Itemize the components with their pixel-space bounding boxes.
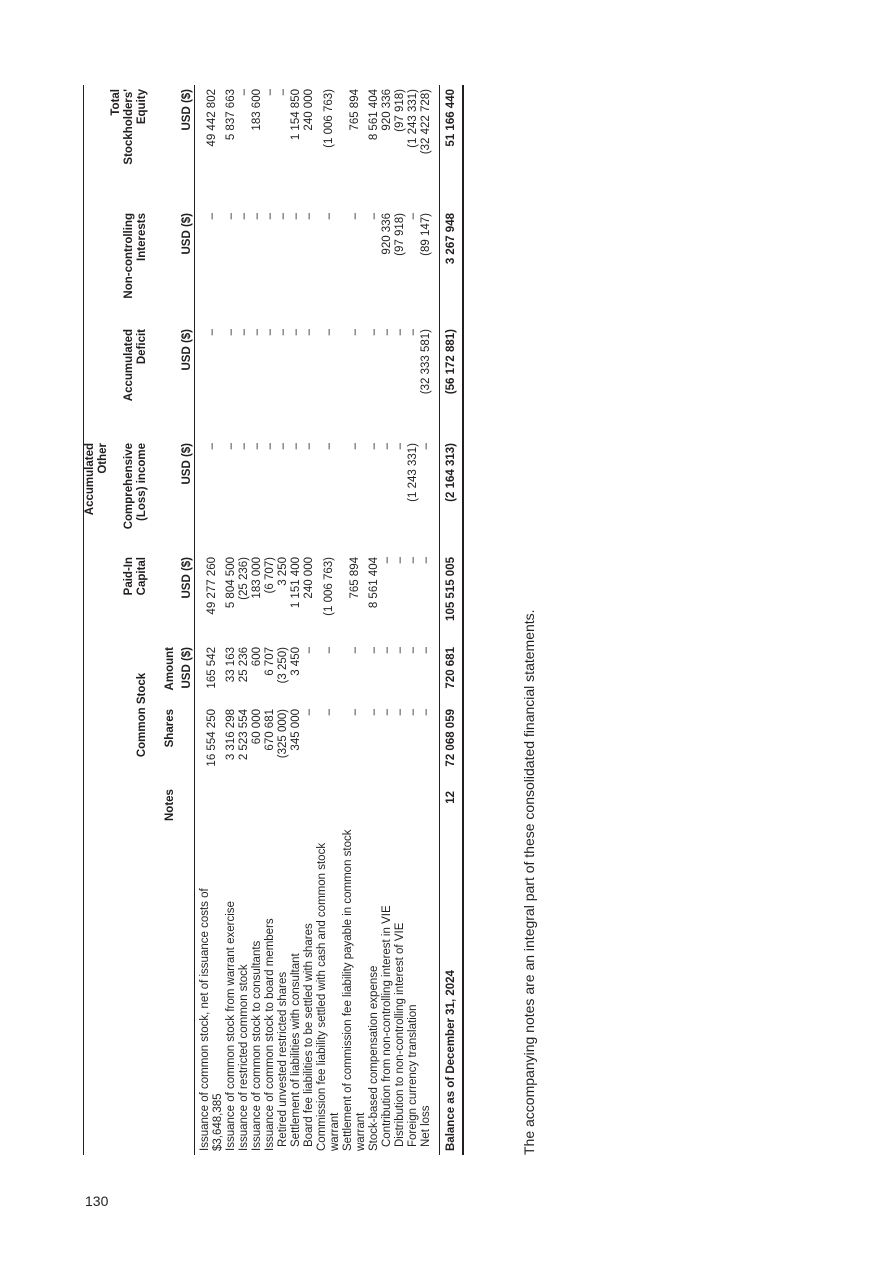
cell-aoci: (1 243 331) (407, 443, 419, 502)
cell-aoci: – (394, 443, 406, 450)
currency-amount: USD ($) (181, 643, 195, 705)
rotated-statement (83, 85, 603, 1155)
cell-amount: – (368, 647, 380, 654)
cell-deficit: – (264, 329, 276, 336)
cell-aoci: – (251, 443, 263, 450)
accumulated-deficit-header: Accumulated Deficit (123, 329, 148, 402)
cell-amount: 3 450 (290, 647, 302, 676)
cell-paid-in: (1 006 763) (322, 557, 335, 616)
cell-aoci: – (225, 443, 237, 450)
row-label: Distribution to non-controlling interest of VIE (394, 922, 406, 1147)
cell-shares: 670 681 (264, 709, 276, 751)
cell-deficit: – (348, 329, 361, 336)
cell-aoci: – (322, 443, 335, 450)
equity-statement-table (83, 85, 464, 1155)
common-stock-header: Common Stock (136, 672, 148, 758)
cell-total: 49 442 802 (205, 89, 218, 147)
cell-paid-in: 49 277 260 (205, 557, 218, 615)
cell-notes (195, 787, 226, 825)
aoci-header-top: Accumulated Other (84, 439, 111, 553)
cell-shares: – (322, 709, 335, 716)
cell-amount: – (394, 647, 406, 654)
cell-notes (420, 787, 433, 825)
row-label: Issuance of common stock to board members (264, 918, 276, 1151)
cell-deficit: – (381, 329, 393, 336)
cell-nci: 920 336 (381, 213, 393, 255)
table-row (303, 85, 316, 1155)
balance-aoci: (2 164 313) (440, 439, 464, 553)
cell-total: (97 918) (394, 89, 406, 132)
balance-amount: 720 681 (440, 643, 464, 705)
row-label: Settlement of commission fee liability payable in common stock warrant (342, 829, 367, 1151)
table-row (277, 85, 290, 1155)
cell-deficit: – (322, 329, 335, 336)
cell-shares: 60 000 (251, 709, 263, 745)
table-row (342, 85, 368, 1155)
row-label: Retired unvested restricted shares (277, 971, 289, 1147)
table-row (238, 85, 251, 1155)
cell-shares: – (420, 709, 432, 716)
aoci-header: Comprehensive (Loss) income (123, 443, 148, 530)
cell-total: – (238, 89, 250, 96)
cell-deficit: – (238, 329, 250, 336)
amount-header: Amount (164, 647, 176, 691)
footnote: The accompanying notes are an integral part of these consolidated financial statements. (521, 609, 537, 1155)
cell-nci: – (264, 213, 276, 220)
row-label: Issuance of common stock, net of issuance costs of $3,648,385 (199, 888, 224, 1151)
cell-shares: – (381, 709, 393, 716)
cell-notes (277, 787, 290, 825)
cell-paid-in: – (407, 557, 419, 564)
cell-total: 5 837 663 (225, 89, 237, 141)
shares-header: Shares (164, 709, 176, 748)
table-row (225, 85, 238, 1155)
cell-deficit: – (394, 329, 406, 336)
cell-paid-in: – (381, 557, 393, 564)
cell-notes (264, 787, 277, 825)
cell-shares: (325 000) (277, 709, 289, 759)
cell-paid-in: 765 894 (348, 557, 361, 599)
row-label: Commission fee liability settled with cash and common stock warrant (316, 842, 341, 1151)
cell-shares: 3 316 298 (225, 709, 237, 761)
total-equity-header: Total Stockholders' Equity (110, 89, 148, 165)
balance-paid-in: 105 515 005 (440, 553, 464, 643)
cell-nci: (97 918) (394, 213, 406, 256)
cell-shares: 345 000 (290, 709, 302, 751)
row-label: Settlement of liabilities with consultant (290, 953, 302, 1147)
cell-nci: – (238, 213, 250, 220)
cell-amount: – (381, 647, 393, 654)
cell-deficit: – (290, 329, 302, 336)
cell-nci: – (348, 213, 361, 220)
cell-aoci: – (205, 443, 218, 450)
cell-paid-in: 8 561 404 (368, 557, 380, 609)
page-number: 130 (85, 1193, 109, 1209)
cell-amount: – (407, 647, 419, 654)
cell-aoci: – (420, 443, 432, 450)
cell-aoci: – (290, 443, 302, 450)
row-label: Foreign currency translation (407, 1004, 419, 1147)
balance-row (440, 85, 464, 1155)
notes-header: Notes (164, 789, 176, 821)
cell-deficit: – (225, 329, 237, 336)
cell-aoci: – (303, 443, 315, 450)
cell-deficit: – (368, 329, 380, 336)
cell-amount: – (303, 647, 315, 654)
cell-paid-in: 1 151 400 (290, 557, 302, 609)
currency-paid-in: USD ($) (181, 553, 195, 643)
statement-body (195, 85, 464, 1155)
cell-deficit: – (277, 329, 289, 336)
table-row (381, 85, 394, 1155)
cell-total: 8 561 404 (368, 89, 380, 141)
cell-deficit: – (251, 329, 263, 336)
cell-amount: (3 250) (277, 647, 289, 684)
row-label: Net loss (420, 1105, 432, 1147)
cell-notes (316, 787, 342, 825)
cell-notes (225, 787, 238, 825)
cell-amount: – (420, 647, 432, 654)
balance-shares: 72 068 059 (440, 705, 464, 787)
cell-total: (32 422 728) (420, 89, 432, 155)
currency-nci: USD ($) (181, 209, 195, 325)
cell-notes (290, 787, 303, 825)
cell-paid-in: – (394, 557, 406, 564)
balance-total: 51 166 440 (440, 85, 464, 209)
cell-amount: 165 542 (205, 647, 218, 689)
cell-deficit: – (303, 329, 315, 336)
table-row (251, 85, 264, 1155)
cell-paid-in: (6 707) (264, 557, 276, 594)
cell-paid-in: 183 000 (251, 557, 263, 599)
cell-nci: – (368, 213, 380, 220)
cell-total: (1 243 331) (407, 89, 419, 148)
cell-aoci: – (348, 443, 361, 450)
cell-total: 240 000 (303, 89, 315, 131)
nci-header: Non-controlling Interests (123, 213, 148, 299)
table-row (420, 85, 433, 1155)
row-label: Stock-based compensation expense (368, 965, 380, 1151)
cell-amount: – (322, 647, 335, 654)
currency-aoci: USD ($) (181, 439, 195, 553)
table-row (264, 85, 277, 1155)
cell-amount: 6 707 (264, 647, 276, 676)
cell-nci: – (290, 213, 302, 220)
balance-nci: 3 267 948 (440, 209, 464, 325)
cell-amount: 25 236 (238, 647, 250, 683)
cell-shares: – (407, 709, 419, 716)
cell-amount: 33 163 (225, 647, 237, 683)
balance-notes: 12 (440, 787, 464, 825)
cell-notes (381, 787, 394, 825)
cell-notes (303, 787, 316, 825)
cell-total: 183 600 (251, 89, 263, 131)
cell-paid-in: 3 250 (277, 557, 289, 586)
cell-aoci: – (264, 443, 276, 450)
cell-amount: 600 (251, 647, 263, 667)
cell-notes (251, 787, 264, 825)
balance-deficit: (56 172 881) (440, 325, 464, 439)
cell-paid-in: 240 000 (303, 557, 315, 599)
balance-label: Balance as of December 31, 2024 (440, 825, 464, 1155)
cell-shares: – (348, 709, 361, 716)
currency-total: USD ($) (181, 85, 195, 209)
cell-nci: – (322, 213, 335, 220)
cell-amount: – (348, 647, 361, 654)
cell-deficit: – (407, 329, 419, 336)
cell-nci: – (251, 213, 263, 220)
row-label: Contribution from non-controlling interest in VIE (381, 905, 393, 1147)
cell-notes (238, 787, 251, 825)
cell-total: (1 006 763) (322, 89, 335, 148)
row-label: Board fee liabilities to be settled with shares (303, 923, 315, 1147)
currency-deficit: USD ($) (181, 325, 195, 439)
cell-paid-in: – (420, 557, 432, 564)
cell-nci: – (277, 213, 289, 220)
cell-nci: – (205, 213, 218, 220)
table-row (195, 85, 226, 1155)
cell-total: – (264, 89, 276, 96)
cell-total: – (277, 89, 289, 96)
cell-shares: – (394, 709, 406, 716)
cell-aoci: – (238, 443, 250, 450)
cell-nci: (89 147) (420, 213, 432, 256)
cell-shares: 2 523 554 (238, 709, 250, 761)
cell-shares: – (303, 709, 315, 716)
cell-nci: – (303, 213, 315, 220)
cell-notes (407, 787, 420, 825)
table-row (394, 85, 407, 1155)
cell-shares: 16 554 250 (205, 709, 218, 767)
cell-paid-in: (25 236) (238, 557, 250, 600)
cell-notes (394, 787, 407, 825)
paid-in-capital-header: Paid-In Capital (123, 557, 148, 596)
table-row (316, 85, 342, 1155)
cell-deficit: – (205, 329, 218, 336)
cell-shares: – (368, 709, 380, 716)
cell-total: 1 154 850 (290, 89, 302, 141)
cell-deficit: (32 333 581) (420, 329, 432, 395)
cell-notes (368, 787, 381, 825)
table-row (407, 85, 420, 1155)
table-row (290, 85, 303, 1155)
cell-total: 765 894 (348, 89, 361, 131)
table-row (368, 85, 381, 1155)
cell-total: 920 336 (381, 89, 393, 131)
cell-notes (342, 787, 368, 825)
cell-nci: – (407, 213, 419, 220)
cell-aoci: – (368, 443, 380, 450)
cell-aoci: – (277, 443, 289, 450)
row-label: Issuance of restricted common stock (238, 964, 250, 1151)
row-label: Issuance of common stock from warrant exercise (225, 901, 237, 1151)
cell-paid-in: 5 804 500 (225, 557, 237, 609)
cell-aoci: – (381, 443, 393, 450)
cell-nci: – (225, 213, 237, 220)
row-label: Issuance of common stock to consultants (251, 940, 263, 1151)
